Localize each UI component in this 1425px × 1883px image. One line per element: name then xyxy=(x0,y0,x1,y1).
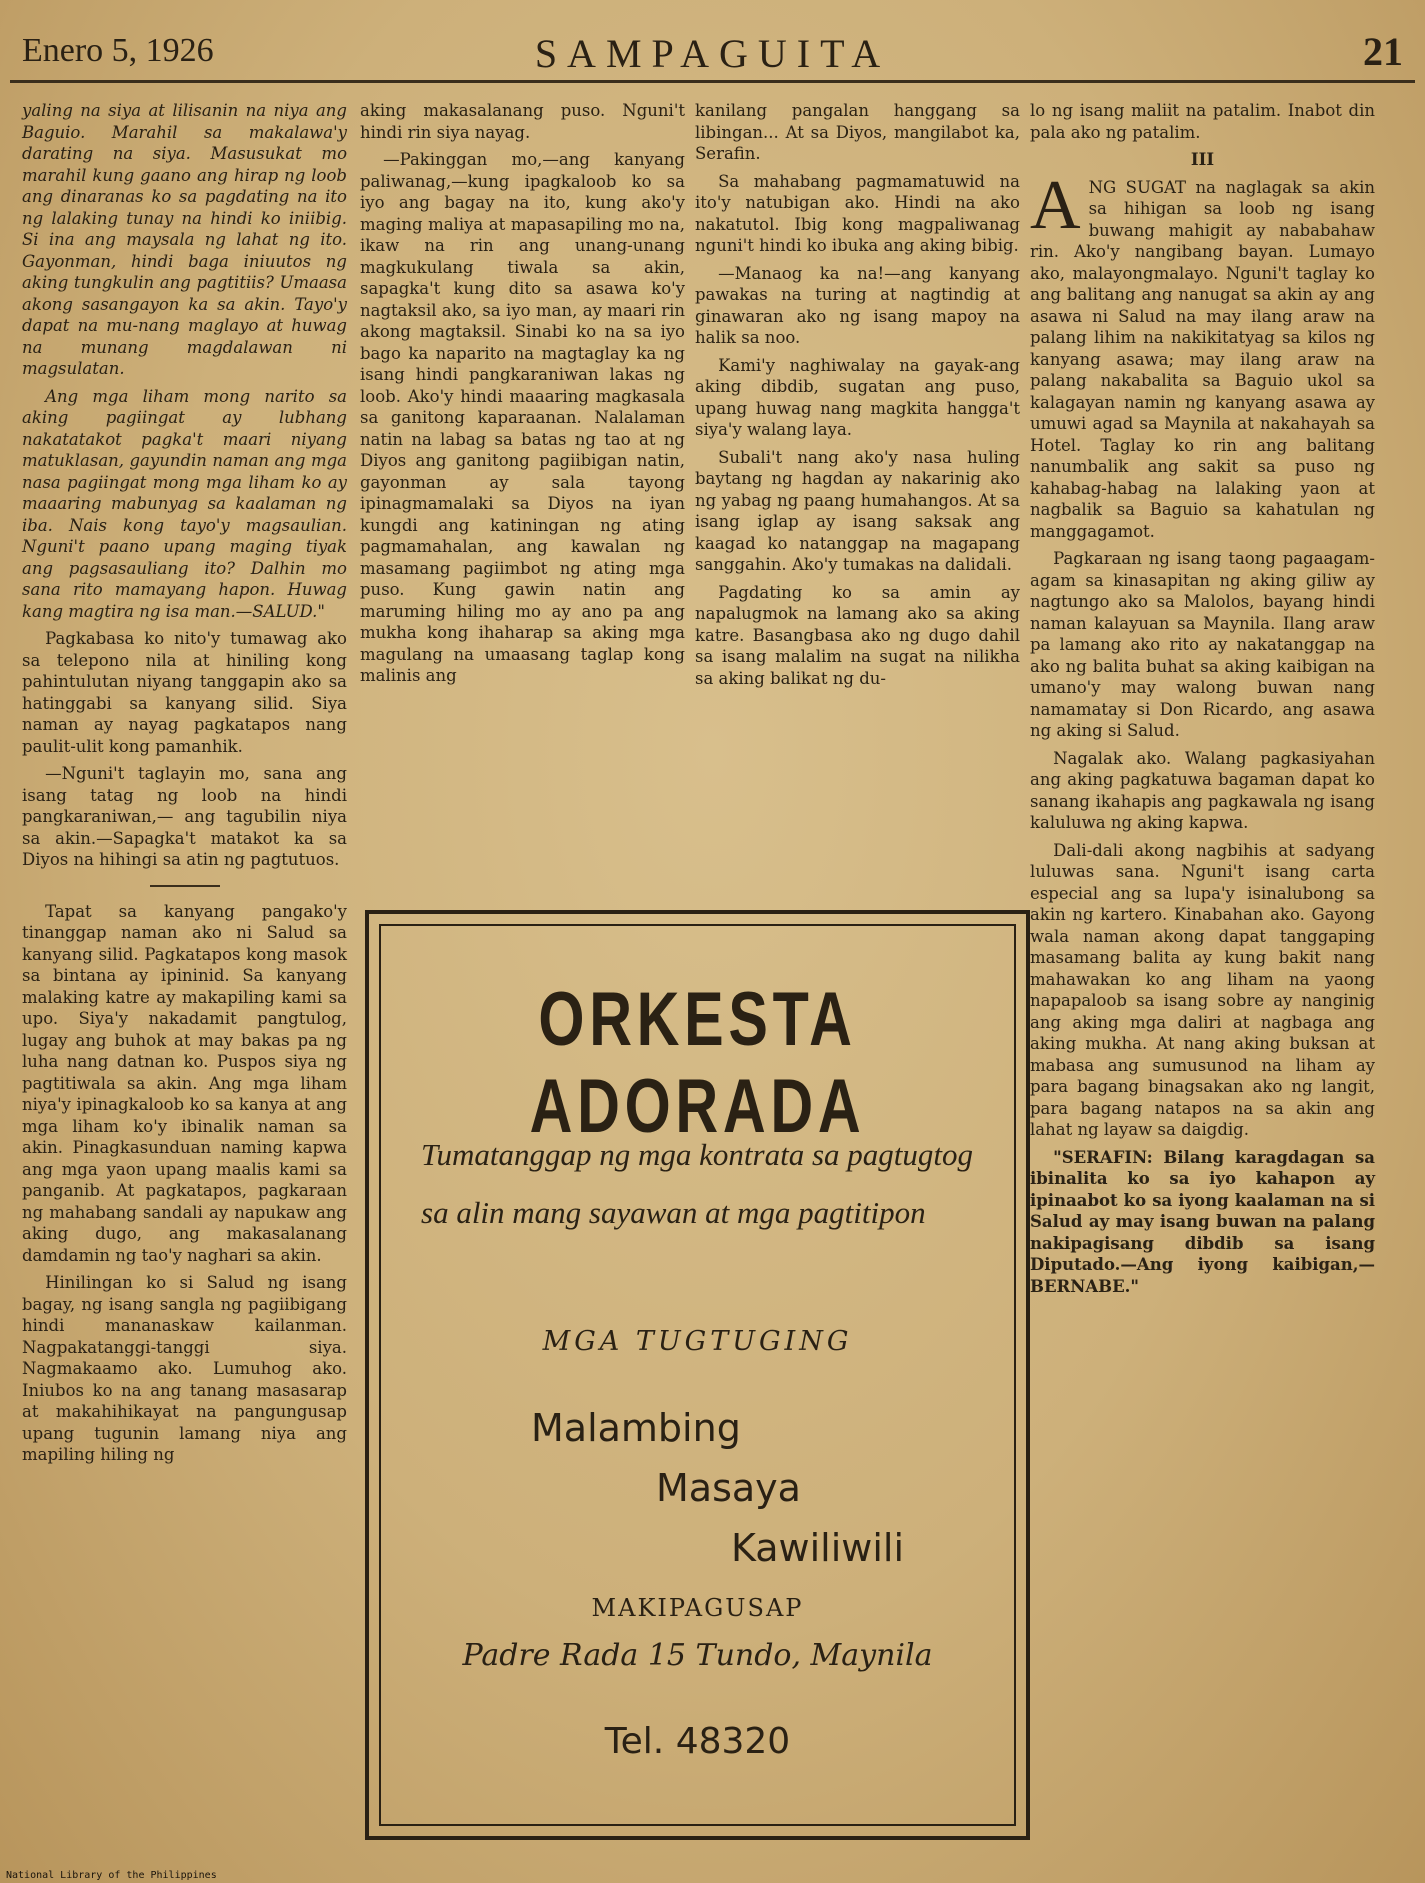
paragraph: Nagalak ako. Walang pagkasiyahan ang aking pagkatuwa bagaman dapat ko sanang ikahapis ang pagkawala ng isang kaluluwa ng aking kapwa. xyxy=(1030,748,1375,832)
ad-description: Tumatanggap ng mga kontrata sa pagtugtog sa alin mang sayawan at mga pagtitipon xyxy=(421,1137,974,1230)
closing-letter: "SERAFIN: Bilang karagdagan sa ibinalita ko sa iyo kahapon ay ipinaabot ko sa iyong kaalaman na si Salud ay may isang buwan na palang nakipagisang dibdib sa isang Diputado.—Ang iyong kaibigan,—BERNABE." xyxy=(1030,1147,1375,1296)
paragraph: Hinilingan ko si Salud ng isang bagay, ng isang sangla ng pagiibigang hindi mananaskaw kailanman. Nagpakatanggi-tanggi siya. Nagmakaamo ako. Lumuhog ako. Iniubos ko na ang tanang masasarap at makahihikayat na pangungusap upang tugunin lamang niya ang mapiling hiling ng xyxy=(22,1273,347,1464)
paragraph-dropcap xyxy=(1030,166,1375,543)
paragraph: kanilang pangalan hanggang sa libingan... At sa Diyos, mangilabot ka, Serafin. xyxy=(695,101,1020,163)
paragraph: Kami'y naghiwalay na gayak-ang aking dibdib, sugatan ang puso, upang huwag nang magkita hangga't siya'y walang laya. xyxy=(695,355,1020,439)
ad-telephone: Tel. 48320 xyxy=(604,1721,791,1762)
ad-title: ORKESTA ADORADA xyxy=(529,977,866,1149)
paragraph: Pagdating ko sa amin ay napalugmok na lamang ako sa aking katre. Basangbasa ako ng dugo dahil sa isang malalim na sugat na nilikha sa aking balikat ng du- xyxy=(695,582,1020,688)
paragraph: lo ng isang maliit na patalim. Inabot din pala ako ng patalim. xyxy=(1030,101,1375,142)
column-1 xyxy=(22,100,347,1472)
paragraph: aking makasalanang puso. Nguni't hindi rin siya nayag. xyxy=(360,101,685,142)
paragraph: —Manaog ka na!—ang kanyang pawakas na turing at nagtindig at ginawaran ako ng isang mapoy na halik sa noo. xyxy=(695,263,1020,347)
letter-text: yaling na siya at lilisanin na niya ang Baguio. Marahil sa makalawa'y darating na siya. Masusukat mo marahil kung gaano ang hirap ng loob ang dinaranas ko sa pagdating na ito ng lalaking tunay na hindi ko iniibig. Si ina ang maysala ng lahat ng ito. Gayonman, hindi baga iniuutos ng aking tungkulin ang pagtitiis? Umaasa akong sasangayon ka sa akin. Tayo'y dapat na mu-nang maglayo at huwag na munang magdalawan ni magsulatan. xyxy=(22,101,347,378)
ad-subtitle: MGA TUGTUGING xyxy=(542,1326,853,1357)
paragraph-text: NG SUGAT na naglagak sa akin sa hihigan sa loob ng isang buwang mahigit ay nababahaw rin. Ako'y nangibang bayan. Lumayo ako, malayongmalayo. Nguni't taglay ko ang balitang ang nanugat sa akin ay ang asawa ni Salud na may ilang araw na palang lihim na nakikitatyag sa kilos ng kanyang asawa; may ilang araw na palang nakabalita sa Baguio ukol sa kalagayan namin ng kanyang asawa ay umuwi agad sa Maynila at nakahayah sa Hotel. Taglay ko rin ang balitang nanumbalik ang sakit sa puso ng kahabag-habag na lalaking yaon at nagbalik sa Baguio sa kahatulan ng manggagamot. xyxy=(1030,177,1375,541)
paragraph: Sa mahabang pagmamatuwid na ito'y natubigan ako. Hindi na ako nakatutol. Ibig kong magpaliwanag nguni't hindi ko ibuka ang aking bibig. xyxy=(695,171,1020,255)
separator xyxy=(150,885,220,887)
issue-date: Enero 5, 1926 xyxy=(22,32,214,69)
ad-item: Malambing xyxy=(531,1406,741,1450)
column-3 xyxy=(695,100,1020,695)
ad-address: Padre Rada 15 Tundo, Maynila xyxy=(462,1638,933,1673)
drop-cap: A xyxy=(1030,166,1081,244)
letter-text-2: Ang mga liham mong narito sa aking pagiingat ay lubhang nakatatakot pagka't maari niyang matuklasan, gayundin naman ang mga nasa pagiingat mong mga liham ko ay maaaring mabunyag sa kaalaman ng iba. Nais kong tayo'y magsaulian. Nguni't paano upang maging tiyak ang pagsasauliang ito? Dalhin mo sana rito mamayang hapon. Huwag kang magtira ng isa man.—SALUD." xyxy=(22,386,347,621)
footer-credit: National Library of the Philippines xyxy=(6,1870,217,1881)
paragraph: —Pakinggan mo,—ang kanyang paliwanag,—kung ipagkaloob ko sa iyo ang bagay na ito, kung ako'y maging maliya at mapasapiling mo na, ikaw na rin ang unang-unang magkukulang tiwala sa akin, sapagka't kung dito sa asawa ko'y nagtaksil ako, sa iyo man, ay maari rin akong magtaksil. Sinabi ko na sa iyo bago ka naparito na magtaglay ka ng isang hindi pangkaraniwan lakas ng loob. Ako'y hindi maaaring magkasala sa ganitong kaparaanan. Nalalaman natin na labag sa batas ng tao at ng Diyos ang ganitong pagiibigan natin, gayonman ay sala tayong ipinagmamalaki sa Diyos na iyan kungdi ang katiningan ng ating pagmamahalan, ang kawalan ng masamang pagiimbot ng ating mga puso. Kung gawin natin ang maruming hiling mo ay ano pa ang mukha kong ihaharap sa aking mga magulang na umaasang taglap kong malinis ang xyxy=(360,150,685,685)
paragraph: Tapat sa kanyang pangako'y tinanggap naman ako ni Salud sa kanyang silid. Pagkatapos kong masok sa bintana ay ipininid. Sa kanyang malaking katre ay makapiling kami sa upo. Siya'y nakadamit pangtulog, lugay ang buhok at may bakas pa ng luha nang datnan ko. Puspos siya ng pagtitiwala sa akin. Ang mga liham niya'y ipinagkaloob ko sa kanya at ang mga liham ko'y ibinalik naman sa akin. Pinagkasunduan naming kapwa ang mga yaon upang maalis kami sa panganib. At pagkatapos, pagkaraan ng mahabang sandali ay napukaw ang aking dugo, ang makasalanang damdamin ng tao'y naghari sa akin. xyxy=(22,901,347,1265)
paragraph: Pagkaraan ng isang taong pagaagam-agam sa kinasapitan ng aking giliw ay nagtungo ako sa Malolos, bayang hindi naman kalayuan sa Maynila. Ilang araw pa lamang ako rito ay nakatanggap na ako ng balita buhat sa aking kaibigan na umano'y may walong buwan nang namamatay si Don Ricardo, ang asawa ng aking si Salud. xyxy=(1030,549,1375,740)
ad-item: Masaya xyxy=(656,1466,801,1510)
column-2 xyxy=(360,100,685,693)
masthead: SAMPAGUITA xyxy=(534,31,891,76)
paragraph: —Nguni't taglayin mo, sana ang isang tatag ng loob na hindi pangkaraniwan,— ang tagubilin niya sa akin.—Sapagka't matakot ka sa Diyos na hihingi sa atin ng pagtutuos. xyxy=(22,764,347,869)
advertisement-inner-border xyxy=(379,924,1016,1826)
paragraph: Dali-dali akong nagbihis at sadyang luluwas sana. Nguni't isang carta especial ang sa lupa'y isinalubong sa akin ng kartero. Kinabahan ako. Gayong wala naman akong dapat tanggaping masamang balita ay kung bakit nang mahawakan ko ang liham na yaong napapaloob sa isang sobre ay nanginig ang aking mga daliri at nagbaga ang aking mukha. At nang aking buksan at mabasa ang sumusunod na liham ay para bagang binagsakan ako ng langit, para bagang natapos na sa akin ang lahat ng layaw sa daigdig. xyxy=(1030,840,1375,1139)
paragraph: Pagkabasa ko nito'y tumawag ako sa telepono nila at hiniling kong pahintulutan niyang tanggapin ako sa hatinggabi sa kanyang silid. Siya naman ay nayag pagkatapos nang paulit-ulit kong pamanhik. xyxy=(22,629,347,756)
column-4 xyxy=(1030,100,1375,1303)
paragraph: Subali't nang ako'y nasa huling baytang ng hagdan ay nakarinig ako ng yabag ng paang humahangos. At sa isang iglap ay isang saksak ang kaagad ko natanggap na magapang sanggahin. Ako'y tumakas na dalidali. xyxy=(695,447,1020,574)
ad-item: Kawiliwili xyxy=(731,1526,905,1570)
header-rule xyxy=(10,80,1415,83)
page-number: 21 xyxy=(1363,29,1403,74)
ad-contact-label: MAKIPAGUSAP xyxy=(591,1594,804,1622)
section-number: III xyxy=(1190,150,1215,169)
advertisement xyxy=(365,910,1030,1840)
